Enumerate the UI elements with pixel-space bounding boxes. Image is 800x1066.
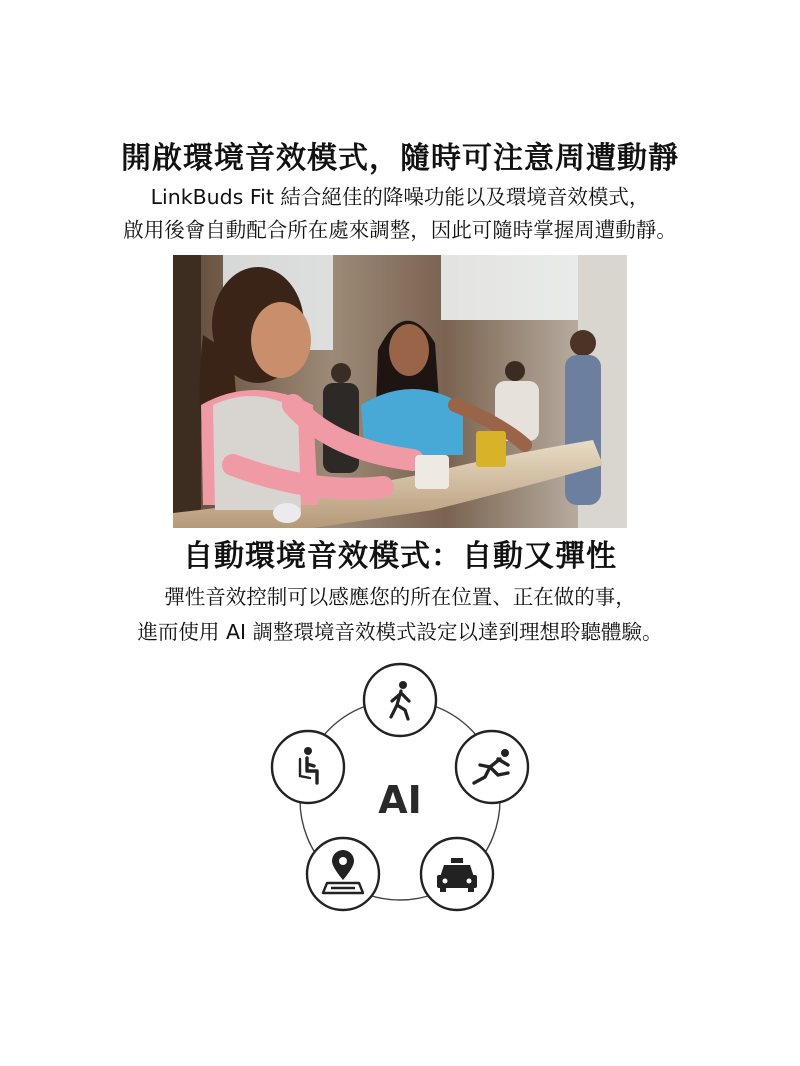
walking-icon (364, 664, 436, 736)
cafe-photo (173, 255, 627, 528)
section-ambient-mode (0, 138, 800, 246)
ai-center-label: AI (378, 778, 422, 822)
map-pin-icon (307, 838, 379, 910)
sitting-icon (272, 731, 344, 803)
ambient-mode-desc-line-2: 啟用後會自動配合所在處來調整，因此可隨時掌握周遭動靜。 (123, 218, 677, 242)
running-icon (456, 731, 528, 803)
auto-ambient-desc-line-1: 彈性音效控制可以感應您的所在位置、正在做的事， (164, 585, 636, 609)
taxi-icon (421, 838, 493, 910)
auto-ambient-desc-line-2: 進而使用 AI 調整環境音效模式設定以達到理想聆聽體驗。 (137, 620, 663, 644)
ai-activity-diagram (262, 655, 538, 923)
section-auto-ambient (0, 536, 800, 648)
auto-ambient-title: 自動環境音效模式：自動又彈性 (183, 539, 617, 574)
ambient-mode-title: 開啟環境音效模式，隨時可注意周遭動靜 (121, 141, 679, 176)
ambient-mode-desc-line-1: LinkBuds Fit 結合絕佳的降噪功能以及環境音效模式， (150, 185, 650, 209)
